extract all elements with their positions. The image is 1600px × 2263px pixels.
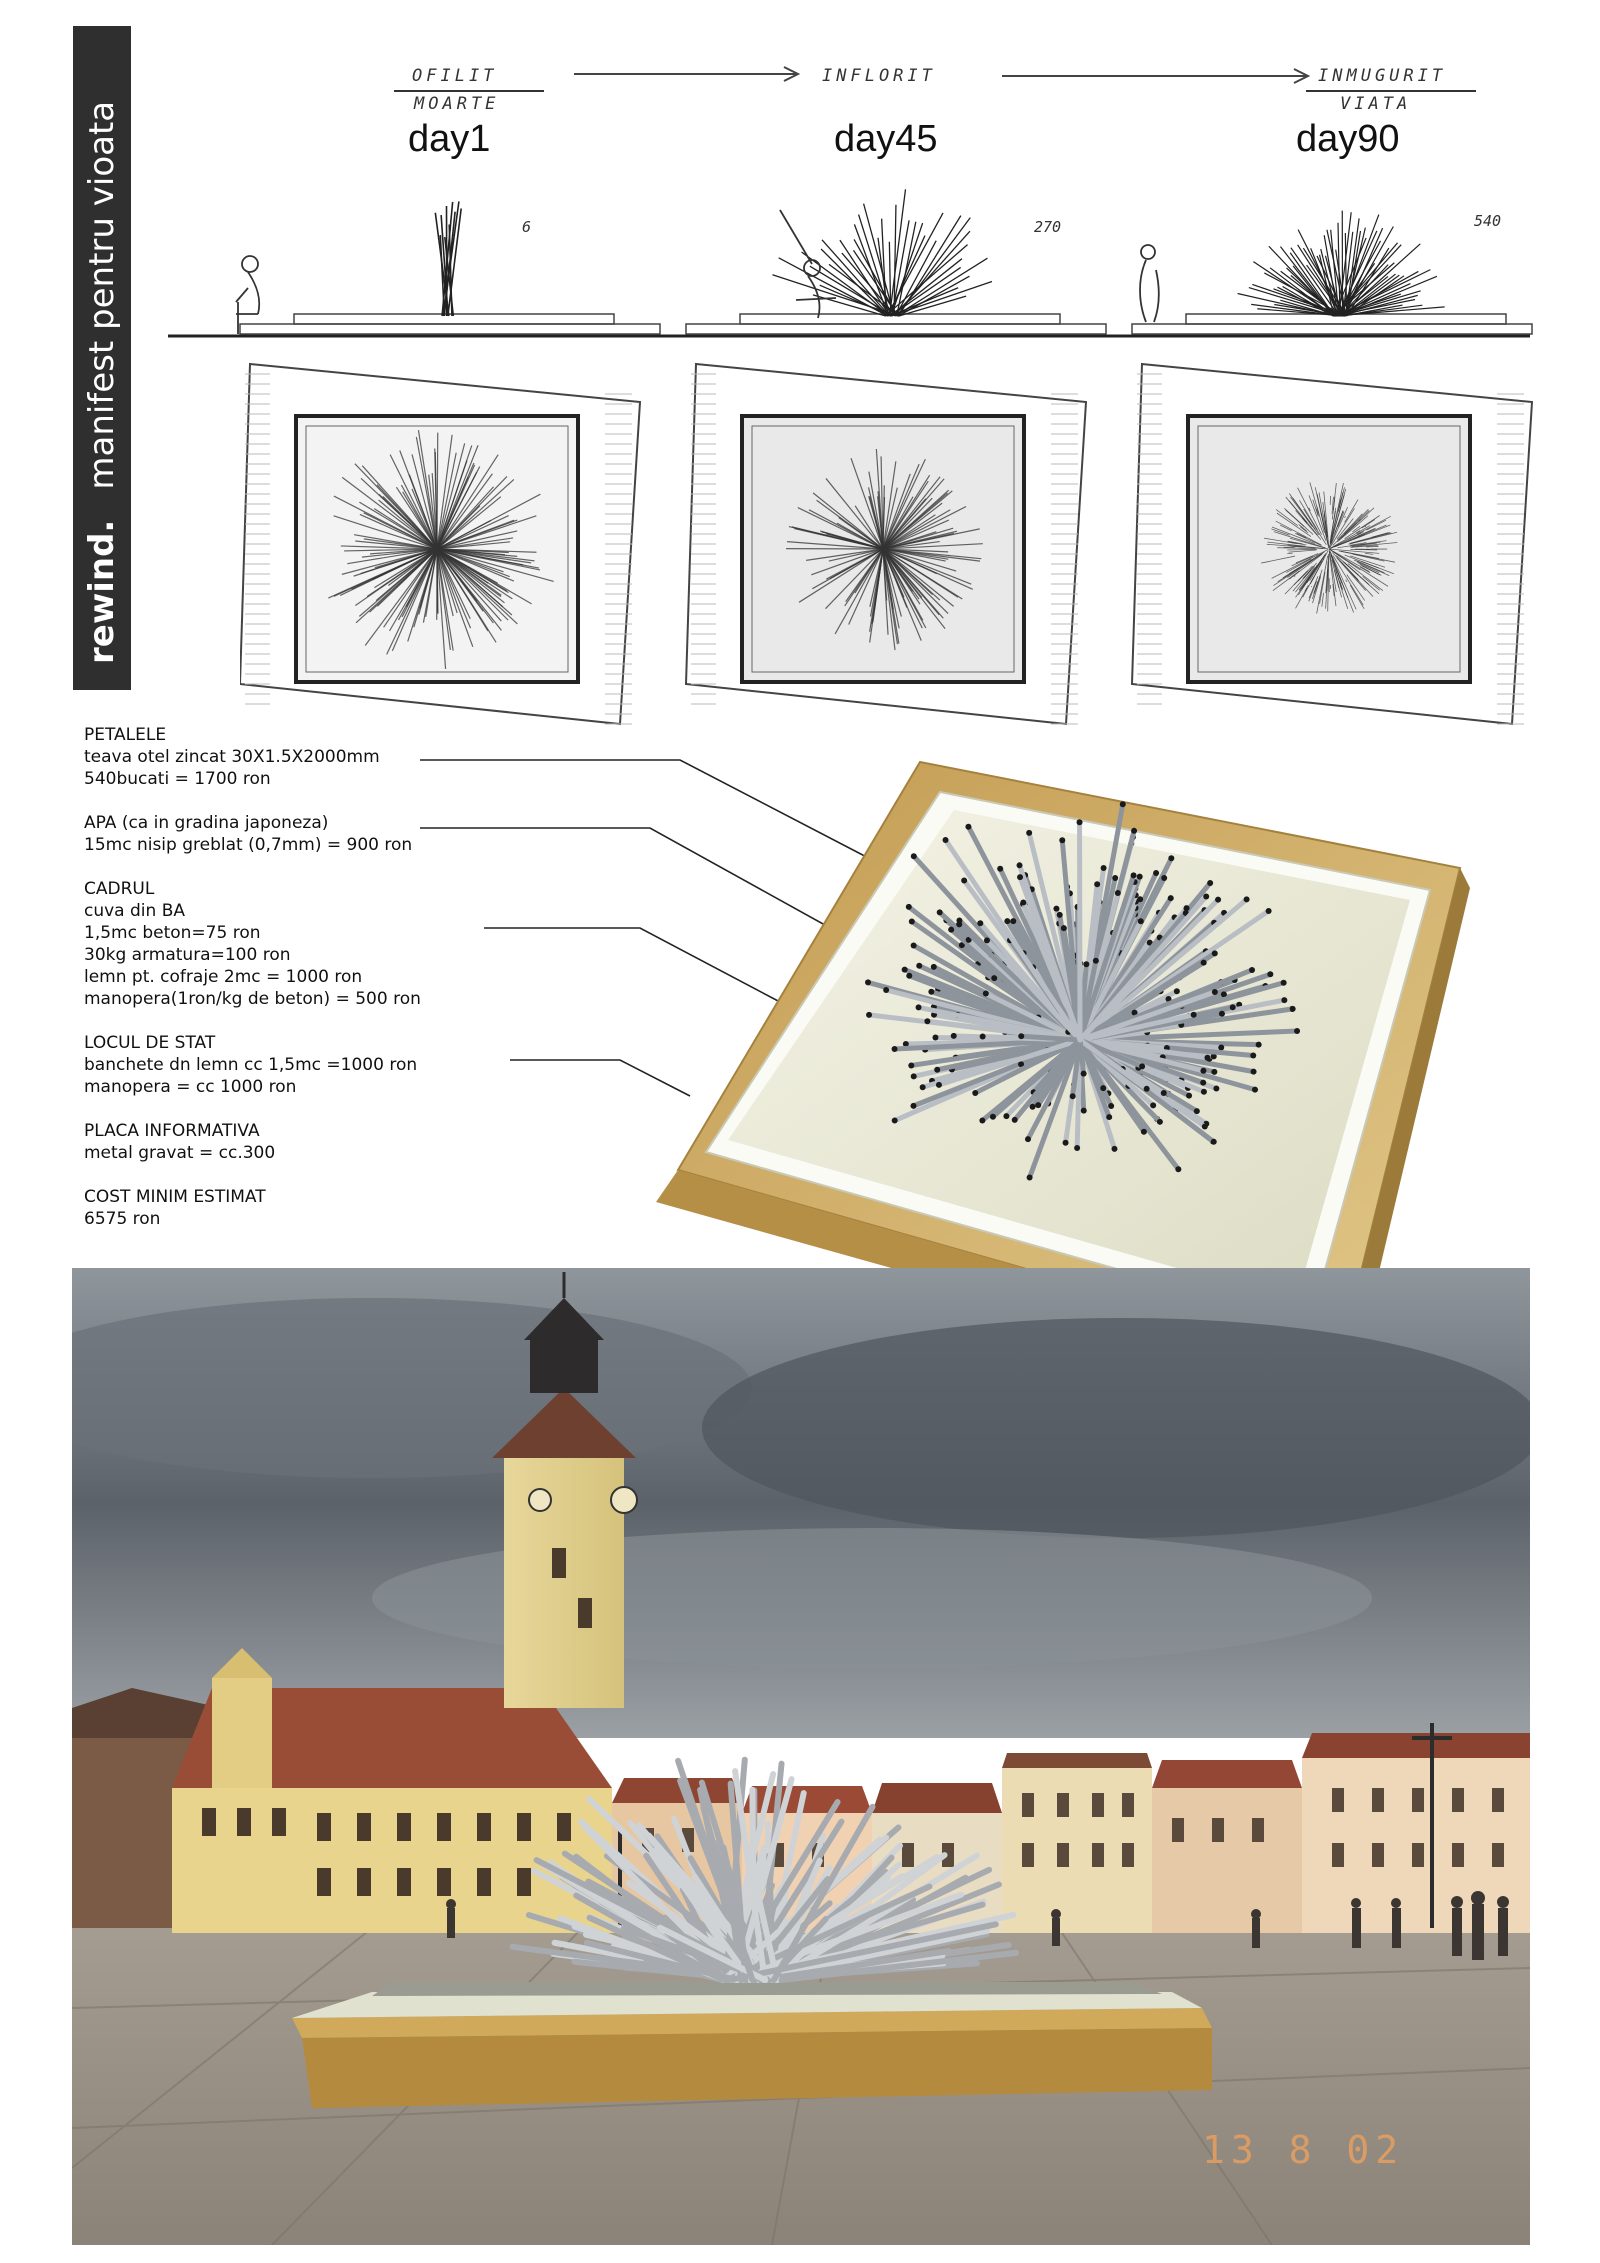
pipe-end (1281, 980, 1287, 986)
pipe-count: 270 (1034, 218, 1062, 236)
pipe-end (1161, 875, 1167, 881)
photo-datestamp: 13 8 02 (1202, 2128, 1405, 2172)
pipe-end (1251, 1069, 1257, 1075)
pipe-end (1294, 1028, 1300, 1034)
pipe-end (1108, 1103, 1114, 1109)
pipe-end (1204, 1055, 1210, 1061)
pipe-end (1194, 1108, 1200, 1114)
pipe-end (1141, 1129, 1147, 1135)
pipe-end (984, 937, 990, 943)
pipe-end (1053, 906, 1059, 912)
spec-line: 540bucati = 1700 ron (84, 769, 271, 789)
pipe-end (1017, 874, 1023, 880)
pipe-end (1063, 1140, 1069, 1146)
pipe-end (1081, 1108, 1087, 1114)
pipe-end (1244, 896, 1250, 902)
spec-heading: COST MINIM ESTIMAT (84, 1187, 266, 1207)
spec-line: 15mc nisip greblat (0,7mm) = 900 ron (84, 835, 413, 855)
title-banner (73, 26, 131, 690)
pipe-end (908, 1062, 914, 1068)
pipe-end (1281, 997, 1287, 1003)
spec-group (84, 1186, 504, 1230)
pipe-end (1213, 1086, 1219, 1092)
pipe-end (909, 918, 915, 924)
pipe-end (902, 967, 908, 973)
spec-line: 6575 ron (84, 1209, 161, 1229)
pipe-end (1094, 881, 1100, 887)
pipe-end (1211, 1139, 1217, 1145)
plan-sketches (240, 354, 1550, 734)
pipe-end (937, 909, 943, 915)
banner-subtitle: manifest pentru vioata (82, 100, 122, 490)
pipe-end (997, 866, 1003, 872)
pipe-end (1250, 1052, 1256, 1058)
spec-line: manopera = cc 1000 ron (84, 1077, 297, 1097)
pipe-end (920, 1084, 926, 1090)
pipe-end (1074, 1145, 1080, 1151)
pipe-end (1112, 875, 1118, 881)
pipe-end (1137, 874, 1143, 880)
pipe-end (1025, 1136, 1031, 1142)
stage3-note-top: INMUGURIT (1318, 66, 1447, 86)
pipe-end (928, 989, 934, 995)
pipe-end (1081, 1071, 1087, 1077)
pipe-end (1267, 971, 1273, 977)
pipe-end (931, 964, 937, 970)
pipe-end (1004, 918, 1010, 924)
pipe-end (961, 877, 967, 883)
stage3-note-bottom: VIATA (1340, 94, 1412, 114)
pipe-end (980, 1034, 986, 1040)
pipe-end (883, 987, 889, 993)
pipe-end (1059, 837, 1065, 843)
banner-text (73, 26, 131, 690)
pipe-end (932, 1034, 938, 1040)
spec-heading: PETALELE (84, 725, 167, 745)
pipe-end (892, 1046, 898, 1052)
spec-line: teava otel zincat 30X1.5X2000mm (84, 747, 380, 767)
stage2-note: INFLORIT (822, 66, 936, 86)
pipe-end (1202, 1123, 1208, 1129)
pipe-end (1083, 961, 1089, 967)
spec-line: 30kg armatura=100 ron (84, 945, 291, 965)
plan-drawing (686, 364, 1086, 724)
pipe-end (951, 1033, 957, 1039)
brand-name: rewind. (82, 519, 122, 664)
pipe-end (948, 927, 954, 933)
plan-drawing (1132, 364, 1532, 724)
pipe-end (916, 963, 922, 969)
spec-group (84, 1120, 504, 1164)
pipe-end (1212, 950, 1218, 956)
timeline-arrows (0, 0, 1600, 120)
pipe-end (1212, 989, 1218, 995)
spec-line: 1,5mc beton=75 ron (84, 923, 261, 943)
pipe-end (1093, 958, 1099, 964)
pipe-end (1101, 865, 1107, 871)
town-square-scene (72, 1268, 1530, 2245)
pipe-end (1218, 1045, 1224, 1051)
pipe-end (1115, 890, 1121, 896)
plan-drawing (240, 364, 640, 724)
pipe-end (1026, 830, 1032, 836)
spec-heading: APA (ca in gradina japoneza) (84, 813, 329, 833)
pipe-end (911, 942, 917, 948)
pipe-end (916, 1004, 922, 1010)
pipe-end (1106, 1114, 1112, 1120)
site-photo (72, 1268, 1530, 2245)
pipe-end (924, 1018, 930, 1024)
pipe-end (1020, 899, 1026, 905)
pipe-end (1168, 855, 1174, 861)
pipe-end (1144, 1086, 1150, 1092)
pipe-end (1061, 925, 1067, 931)
spec-line: cuva din BA (84, 901, 185, 921)
pipe-end (1153, 870, 1159, 876)
pipe-end (865, 979, 871, 985)
pipe-end (1290, 1006, 1296, 1012)
pipe-end (990, 1114, 996, 1120)
spec-heading: CADRUL (84, 879, 155, 899)
stage1-note-bottom: MOARTE (414, 94, 500, 114)
pipe-end (892, 1118, 898, 1124)
pipe-end (1175, 1166, 1181, 1172)
day-label: day90 (1296, 118, 1400, 160)
pipe-end (910, 1103, 916, 1109)
plan-pipe (437, 549, 438, 614)
pipe-end (1186, 1093, 1192, 1099)
pipe-end (906, 904, 912, 910)
pipe-end (1027, 1175, 1033, 1181)
spec-line: manopera(1ron/kg de beton) = 500 ron (84, 989, 421, 1009)
pipe-end (1256, 1042, 1262, 1048)
pipe-end (1138, 918, 1144, 924)
pipe-end (965, 824, 971, 830)
stage1-note-top: OFILIT (412, 66, 498, 86)
pipe-end (1070, 1093, 1076, 1099)
pipe-end (911, 1073, 917, 1079)
pipe-end (911, 853, 917, 859)
pipe-end (1211, 1069, 1217, 1075)
spec-line: lemn pt. cofraje 2mc = 1000 ron (84, 967, 363, 987)
pipe-end (1035, 1102, 1041, 1108)
pipe-end (1012, 1117, 1018, 1123)
pipe-end (979, 1117, 985, 1123)
pipe-end (1139, 1063, 1145, 1069)
pipe-end (1249, 967, 1255, 973)
pipe-end (1100, 1085, 1106, 1091)
pipe-end (936, 1082, 942, 1088)
pipe-end (1003, 1113, 1009, 1119)
spec-line: metal gravat = cc.300 (84, 1143, 276, 1163)
pipe-end (1057, 912, 1063, 918)
pipe-end (1017, 862, 1023, 868)
spec-heading: LOCUL DE STAT (84, 1033, 216, 1053)
pipe-count: 6 (522, 218, 532, 236)
pipe-end (1219, 1011, 1225, 1017)
day-label: day45 (834, 118, 938, 160)
pipe-end (1111, 1146, 1117, 1152)
pipe-end (1157, 1119, 1163, 1125)
pipe-count: 540 (1474, 212, 1502, 230)
pipe-end (1266, 908, 1272, 914)
pipe-end (1010, 918, 1016, 924)
pipe-end (983, 990, 989, 996)
day-label: day1 (408, 118, 491, 160)
pipe-end (1131, 828, 1137, 834)
pipe-end (956, 921, 962, 927)
sketch-pipe (1321, 249, 1337, 316)
pipe-end (934, 1067, 940, 1073)
pipe-end (977, 920, 983, 926)
pipe-end (972, 1090, 978, 1096)
pipe-end (1174, 988, 1180, 994)
pipe-end (1161, 1090, 1167, 1096)
pipe-end (1131, 872, 1137, 878)
pipe-end (943, 837, 949, 843)
pipe-end (1150, 1102, 1156, 1108)
plan-pipe (1365, 526, 1366, 527)
pipe-end (1201, 960, 1207, 966)
pipe-end (1077, 819, 1083, 825)
pipe-end (1200, 1068, 1206, 1074)
elevation-sketches (0, 180, 1600, 350)
pipe-end (1201, 1089, 1207, 1095)
pipe-end (1230, 1004, 1236, 1010)
pipe-end (1168, 895, 1174, 901)
pipe-end (906, 973, 912, 979)
spec-heading: PLACA INFORMATIVA (84, 1121, 260, 1141)
pipe-end (866, 1012, 872, 1018)
pipe-end (1203, 893, 1209, 899)
pipe-end (1200, 1080, 1206, 1086)
pipe-end (1252, 1087, 1258, 1093)
pipe-end (1018, 1033, 1024, 1039)
pipe-end (1215, 897, 1221, 903)
spec-line: banchete dn lemn cc 1,5mc =1000 ron (84, 1055, 418, 1075)
pipe-end (1030, 1104, 1036, 1110)
pipe-end (1191, 1012, 1197, 1018)
pipe-end (1120, 801, 1126, 807)
pipe-end (1207, 880, 1213, 886)
